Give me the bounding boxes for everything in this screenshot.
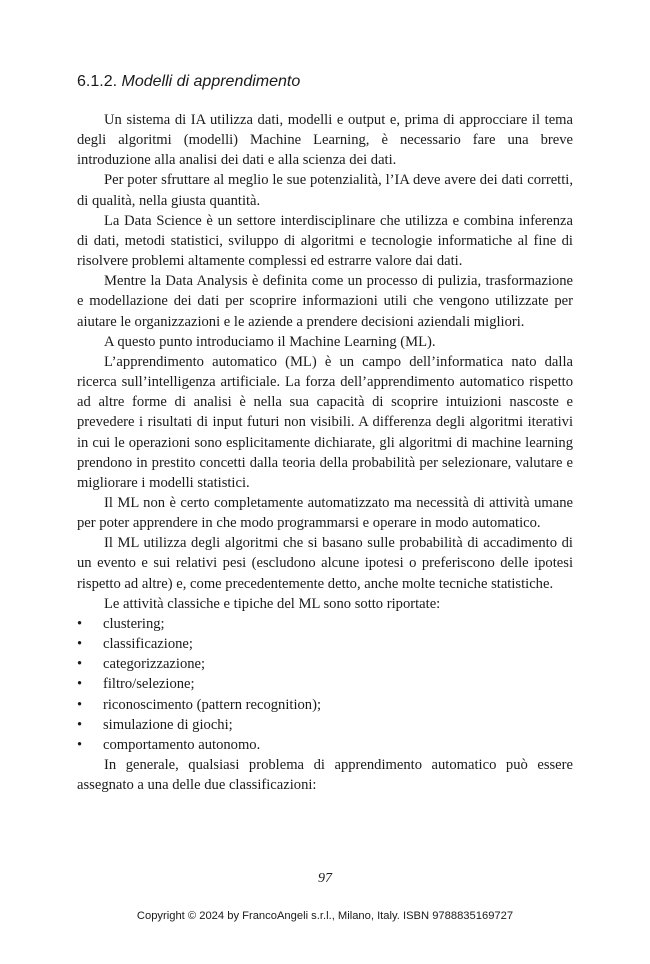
bullet-icon: • bbox=[77, 656, 83, 673]
bullet-icon: • bbox=[77, 696, 83, 713]
list-item bbox=[77, 735, 573, 755]
bullet-icon: • bbox=[77, 636, 83, 653]
paragraph: Il ML non è certo completamente automatizzato ma necessità di attività umane per poter apprendere in che modo programmarsi e operare in modo automatico. bbox=[77, 494, 573, 532]
list-item bbox=[77, 634, 573, 654]
copyright-footer: Copyright © 2024 by FrancoAngeli s.r.l., Milano, Italy. ISBN 9788835169727 bbox=[136, 910, 514, 922]
list-item-text: simulazione di giochi; bbox=[103, 716, 233, 733]
list-item-text: classificazione; bbox=[103, 636, 193, 653]
paragraph: La Data Science è un settore interdisciplinare che utilizza e combina inferenza di dati, metodi statistici, sviluppo di algoritmi e tecnologie informatiche al fine di risolvere problemi altamente complessi ed estrarre valore dai dati. bbox=[77, 212, 573, 270]
paragraph: Mentre la Data Analysis è definita come un processo di pulizia, trasformazione e modellazione dei dati per scoprire informazioni utili che vengono utilizzate per aiutare le organizzazioni e le aziende a prendere decisioni aziendali migliori. bbox=[77, 273, 573, 330]
bullet-icon: • bbox=[77, 736, 83, 753]
bullet-icon: • bbox=[77, 676, 83, 693]
list-item bbox=[77, 614, 573, 634]
paragraph: A questo punto introduciamo il Machine Learning (ML). bbox=[104, 333, 436, 350]
list-item bbox=[77, 654, 573, 674]
body-text bbox=[77, 110, 573, 795]
list-item-text: comportamento autonomo. bbox=[103, 736, 261, 753]
paragraph: Per poter sfruttare al meglio le sue potenzialità, l’IA deve avere dei dati corretti, di qualità, nella giusta quantità. bbox=[77, 172, 573, 209]
paragraph: Le attività classiche e tipiche del ML sono sotto riportate: bbox=[104, 595, 441, 612]
page-number: 97 bbox=[318, 871, 332, 886]
closing-paragraph: In generale, qualsiasi problema di apprendimento automatico può essere assegnato a una delle due classificazioni: bbox=[77, 757, 573, 794]
list-item-text: riconoscimento (pattern recognition); bbox=[103, 696, 322, 713]
paragraph: Un sistema di IA utilizza dati, modelli e output e, prima di approcciare il tema degli algoritmi (modelli) Machine Learning, è necessario fare una breve introduzione alla analisi dei dati e alla scienza dei dati. bbox=[77, 112, 573, 169]
bullet-icon: • bbox=[77, 716, 83, 733]
list-item bbox=[77, 695, 573, 715]
list-item-text: clustering; bbox=[103, 615, 165, 632]
section-heading bbox=[77, 71, 300, 93]
ml-activities-list bbox=[77, 614, 573, 755]
section-number: 6.1.2. bbox=[77, 73, 118, 90]
list-item-text: categorizzazione; bbox=[103, 656, 206, 673]
section-title: Modelli di apprendimento bbox=[121, 73, 301, 90]
bullet-icon: • bbox=[77, 615, 83, 632]
paragraph: L’apprendimento automatico (ML) è un campo dell’informatica nato dalla ricerca sull’intelligenza artificiale. La forza dell’apprendimento automatico rispetto ad altre forme di analisi è nella sua capacità di scoprire intuizioni nascoste e prevedere i risultati di input futuri non visibili. A differenza degli algoritmi iterativi in cui le operazioni sono esplicitamente dichiarate, gli algoritmi di machine learning prendono in prestito concetti dalla teoria della probabilità per selezionare, valutare e migliorare i modelli statistici. bbox=[77, 353, 573, 491]
list-item-text: filtro/selezione; bbox=[103, 676, 195, 693]
paragraph: Il ML utilizza degli algoritmi che si basano sulle probabilità di accadimento di un evento e sui relativi pesi (escludono alcune ipotesi o preferiscono delle ipotesi rispetto ad altre) e, come precedentemente detto, anche molte tecniche statistiche. bbox=[77, 535, 573, 592]
list-item bbox=[77, 715, 573, 735]
list-item bbox=[77, 674, 573, 694]
